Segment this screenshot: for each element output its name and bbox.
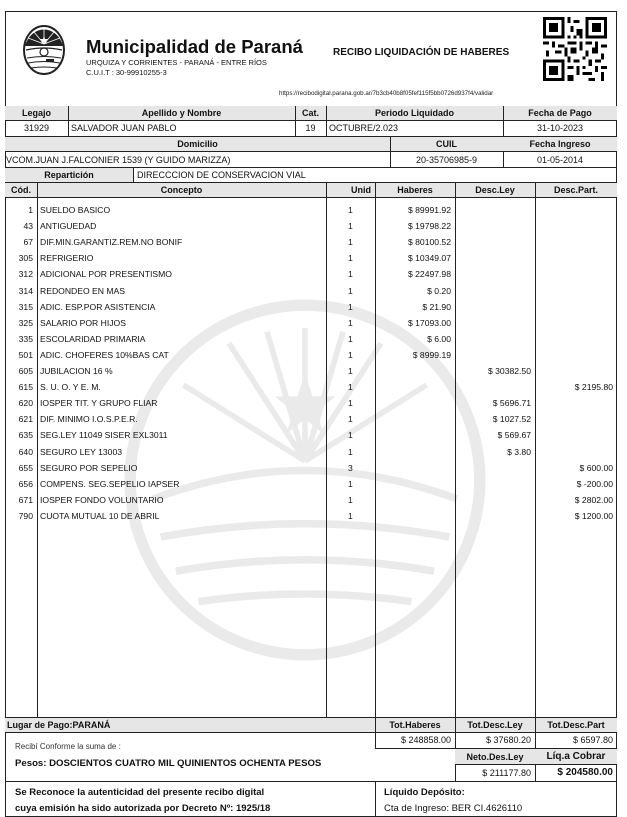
cell-desc-part	[535, 428, 617, 442]
cell-desc-part	[535, 300, 617, 314]
cell-unid: 3	[348, 462, 353, 473]
domicilio-value: VCOM.JUAN J.FALCONIER 1539 (Y GUIDO MARIZZA)	[6, 154, 231, 165]
cell-unid: 1	[348, 446, 353, 457]
cell-haberes: $ 21.90	[422, 301, 451, 312]
cell-desc-part	[535, 316, 617, 330]
org-address: URQUIZA Y CORRIENTES - PARANÁ - ENTRE RÍOS	[86, 58, 267, 67]
cell-haberes: $ 19798.22	[407, 221, 451, 232]
liq-cobrar-label: Líq.a Cobrar	[535, 749, 617, 764]
cell-unid: 1	[348, 285, 353, 296]
cell-cod: 640	[18, 446, 33, 457]
cell-haberes	[375, 461, 455, 475]
cell-desc-part: $ 2195.80	[574, 382, 613, 393]
cell-desc-ley	[455, 509, 535, 523]
legajo-label: Legajo	[5, 106, 68, 120]
col-concepto-header: Concepto	[37, 183, 326, 197]
cell-haberes: $ 89991.92	[407, 205, 451, 215]
cell-cod: 621	[18, 414, 33, 425]
cell-unid: 1	[348, 349, 353, 360]
liq-cobrar-value: $ 204580.00	[557, 767, 613, 778]
cell-cod: 315	[18, 301, 33, 312]
cell-unid: 1	[348, 430, 353, 441]
cell-unid: 1	[348, 510, 353, 521]
cat-value: 19	[305, 123, 316, 133]
cell-desc-ley	[455, 300, 535, 314]
tot-desc-part-label: Tot.Desc.Part	[535, 718, 617, 732]
cell-desc-ley: $ 5696.71	[492, 398, 531, 409]
cell-concepto: REFRIGERIO	[40, 253, 94, 264]
cell-cod: 656	[18, 478, 33, 489]
periodo-value: OCTUBRE/2.023	[329, 123, 399, 133]
cell-haberes	[375, 493, 455, 507]
tot-desc-ley-label: Tot.Desc.Ley	[455, 718, 535, 732]
cell-desc-part: $ 600.00	[579, 462, 613, 473]
cell-cod: 314	[18, 285, 33, 296]
cell-haberes	[375, 445, 455, 459]
cell-concepto: ESCOLARIDAD PRIMARIA	[40, 333, 146, 344]
cell-haberes: $ 22497.98	[407, 269, 451, 280]
cell-concepto: IOSPER TIT. Y GRUPO FLIAR	[40, 398, 158, 409]
pesos-amount-text: Pesos: DOSCIENTOS CUATRO MIL QUINIENTOS OCHENTA PESOS	[15, 757, 322, 769]
cell-desc-part	[535, 445, 617, 459]
cell-cod: 305	[18, 253, 33, 264]
cell-desc-ley: $ 1027.52	[492, 414, 531, 425]
cell-desc-ley	[455, 235, 535, 249]
cell-desc-part: $ 1200.00	[574, 510, 613, 521]
tot-desc-ley-value: $ 37680.20	[485, 735, 531, 745]
cell-unid: 1	[348, 253, 353, 264]
cell-haberes: $ 0.20	[427, 285, 451, 296]
cell-desc-part	[535, 396, 617, 410]
cell-unid: 1	[348, 494, 353, 505]
cell-desc-part	[535, 219, 617, 233]
reparticion-value: DIRECCCION DE CONSERVACION VIAL	[137, 170, 306, 180]
cell-cod: 671	[18, 494, 33, 505]
cell-desc-ley	[455, 332, 535, 346]
cell-cod: 335	[18, 333, 33, 344]
cell-haberes	[375, 380, 455, 394]
cell-desc-part	[535, 348, 617, 362]
cell-cod: 605	[18, 366, 33, 376]
cell-concepto: S. U. O. Y E. M.	[40, 382, 101, 393]
cell-cod: 655	[18, 462, 33, 473]
cell-desc-part	[535, 235, 617, 249]
cell-haberes	[375, 509, 455, 523]
cell-desc-ley: $ 569.67	[497, 430, 531, 441]
cell-desc-ley	[455, 461, 535, 475]
cell-unid: 1	[348, 301, 353, 312]
cell-concepto: SALARIO POR HIJOS	[40, 317, 126, 328]
cell-unid: 1	[348, 333, 353, 344]
cell-desc-part: $ -200.00	[576, 478, 613, 489]
cell-unid: 1	[348, 317, 353, 328]
cell-cod: 325	[18, 317, 33, 328]
org-cuit: C.U.I.T : 30-99910255-3	[86, 68, 167, 77]
recibi-conforme-label: Recibí Conforme la suma de :	[15, 741, 121, 751]
fecha-ingreso-label: Fecha Ingreso	[503, 137, 617, 151]
cell-concepto: ADIC. ESP.POR ASISTENCIA	[40, 301, 156, 312]
cell-desc-part: $ 2802.00	[574, 494, 613, 505]
cell-concepto: ADIC. CHOFERES 10%BAS CAT	[40, 349, 169, 360]
cell-unid: 1	[348, 221, 353, 232]
fecha-pago-label: Fecha de Pago	[503, 106, 617, 120]
col-desc-part-header: Desc.Part.	[535, 183, 617, 197]
cell-desc-part	[535, 284, 617, 298]
apellido-nombre-value: SALVADOR JUAN PABLO	[71, 123, 177, 133]
cell-concepto: SEGURO POR SEPELIO	[40, 462, 138, 473]
col-cod-header: Cód.	[5, 183, 37, 197]
cell-concepto: DIF. MINIMO I.O.S.P.E.R.	[40, 414, 138, 425]
cell-desc-part	[535, 267, 617, 281]
cell-cod: 790	[18, 510, 33, 521]
cuil-value: 20-35706985-9	[415, 154, 478, 165]
domicilio-label: Domicilio	[5, 137, 390, 151]
legajo-value: 31929	[23, 123, 50, 133]
cell-desc-ley	[455, 477, 535, 491]
cell-concepto: COMPENS. SEG.SEPELIO IAPSER	[40, 478, 180, 489]
cell-desc-ley	[455, 219, 535, 233]
cell-desc-part	[535, 332, 617, 346]
cell-cod: 1	[28, 205, 33, 215]
liquido-deposito-label: Líquido Depósito:	[384, 787, 465, 798]
cell-concepto: ANTIGUEDAD	[40, 221, 97, 232]
tot-desc-part-value: $ 6597.80	[572, 735, 613, 745]
cell-desc-ley	[455, 348, 535, 362]
cell-cod: 635	[18, 430, 33, 441]
document-title: RECIBO LIQUIDACIÓN DE HABERES	[333, 47, 510, 58]
neto-des-ley-label: Neto.Des.Ley	[455, 749, 535, 764]
cell-unid: 1	[348, 382, 353, 393]
cell-concepto: IOSPER FONDO VOLUNTARIO	[40, 494, 164, 505]
cell-haberes	[375, 428, 455, 442]
cell-haberes	[375, 364, 455, 378]
cell-unid: 1	[348, 366, 353, 376]
authenticity-line-1: Se Reconoce la autenticidad del presente recibo digital	[15, 787, 265, 798]
tot-haberes-label: Tot.Haberes	[375, 718, 455, 732]
cell-concepto: DIF.MIN.GARANTIZ.REM.NO BONIF	[40, 237, 183, 248]
fecha-pago-value: 31-10-2023	[536, 123, 584, 133]
cell-unid: 1	[348, 205, 353, 215]
cell-desc-part	[535, 203, 617, 217]
cell-cod: 501	[18, 349, 33, 360]
cell-concepto: ADICIONAL POR PRESENTISMO	[40, 269, 172, 280]
authenticity-line-2: cuya emisión ha sido autorizada por Decreto Nº: 1925/18	[15, 803, 271, 814]
cell-haberes: $ 6.00	[427, 333, 451, 344]
cell-haberes: $ 17093.00	[407, 317, 451, 328]
col-haberes-header: Haberes	[375, 183, 455, 197]
cell-unid: 1	[348, 398, 353, 409]
cell-desc-part	[535, 412, 617, 426]
cuil-label: CUIL	[390, 137, 503, 151]
cell-concepto: SEGURO LEY 13003	[40, 446, 123, 457]
cell-haberes: $ 8999.19	[412, 349, 451, 360]
lugar-pago: Lugar de Pago:PARANÁ	[5, 718, 375, 732]
cell-desc-ley	[455, 316, 535, 330]
cell-concepto: REDONDEO EN MAS	[40, 285, 125, 296]
cell-unid: 1	[348, 478, 353, 489]
cell-desc-ley	[455, 203, 535, 217]
cell-concepto: CUOTA MUTUAL 10 DE ABRIL	[40, 510, 160, 521]
cell-unid: 1	[348, 269, 353, 280]
apellido-nombre-label: Apellido y Nombre	[68, 106, 295, 120]
municipal-seal-icon	[22, 24, 66, 76]
cell-haberes	[375, 412, 455, 426]
cell-desc-part	[535, 364, 617, 378]
cell-haberes: $ 80100.52	[407, 237, 451, 248]
cell-desc-ley	[455, 251, 535, 265]
neto-des-ley-value: $ 211177.80	[482, 767, 531, 778]
cell-cod: 67	[23, 237, 33, 248]
cell-desc-ley	[455, 267, 535, 281]
validation-url-link[interactable]: https://recibodigital.parana.gob.ar/7b3cb40b8f05fef115f5bb0726d937f4/validar	[279, 90, 494, 97]
cell-concepto: SEG.LEY 11049 SISER EXL3011	[40, 430, 168, 441]
cell-desc-ley	[455, 284, 535, 298]
cell-cod: 620	[18, 398, 33, 409]
tot-haberes-value: $ 248858.00	[400, 735, 451, 745]
cell-concepto: SUELDO BASICO	[40, 205, 111, 215]
cell-cod: 43	[23, 221, 33, 232]
cell-haberes: $ 10349.07	[407, 253, 451, 264]
cell-cod: 615	[18, 382, 33, 393]
cta-ingreso-value: Cta de Ingreso: BER CI.4626110	[384, 803, 523, 814]
cell-desc-ley: $ 30382.50	[487, 366, 531, 376]
cell-desc-ley: $ 3.80	[507, 446, 531, 457]
cell-unid: 1	[348, 237, 353, 248]
cell-cod: 312	[18, 269, 33, 280]
col-unid-header: Unid	[326, 183, 375, 197]
cat-label: Cat.	[295, 106, 326, 120]
reparticion-label: Repartición	[5, 168, 133, 182]
cell-desc-ley	[455, 493, 535, 507]
cell-unid: 1	[348, 414, 353, 425]
org-name: Municipalidad de Paraná	[86, 36, 303, 57]
cell-concepto: JUBILACION 16 %	[40, 366, 113, 376]
periodo-label: Periodo Liquidado	[326, 106, 503, 120]
cell-haberes	[375, 396, 455, 410]
cell-desc-part	[535, 251, 617, 265]
col-desc-ley-header: Desc.Ley	[455, 183, 535, 197]
fecha-ingreso-value: 01-05-2014	[536, 154, 584, 165]
cell-haberes	[375, 477, 455, 491]
cell-desc-ley	[455, 380, 535, 394]
qr-code-icon[interactable]	[543, 17, 607, 81]
